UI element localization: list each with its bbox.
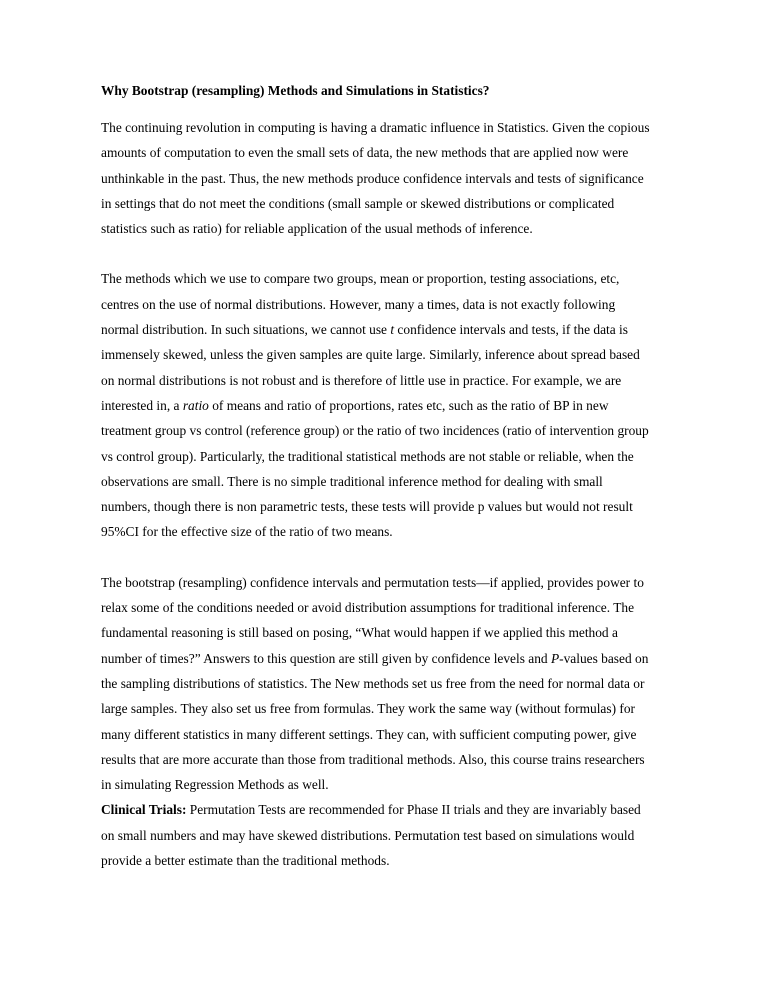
paragraph2-line: on normal distributions is not robust and is therefore of little use in practice. For example, we are — [101, 372, 622, 388]
paragraph3-line: the sampling distributions of statistics. The New methods set us free from the need for normal data or — [101, 675, 645, 691]
paragraph2-line: observations are small. There is no simple traditional inference method for dealing with small — [101, 473, 603, 489]
paragraph-normal-distributions — [101, 266, 681, 544]
paragraph2-line: treatment group vs control (reference group) or the ratio of two incidences (ratio of intervention group — [101, 423, 649, 439]
paragraph1-line: in settings that do not meet the conditions (small sample or skewed distributions or complicated — [101, 195, 615, 211]
clinical-line1-text: Permutation Tests are recommended for Phase II trials and they are invariably based — [186, 802, 641, 818]
paragraph3-line: results that are more accurate than those from traditional methods. Also, this course trains researchers — [101, 751, 645, 767]
paragraph1-line: statistics such as ratio) for reliable application of the usual methods of inference. — [101, 221, 533, 237]
paragraph3-line: fundamental reasoning is still based on posing, “What would happen if we applied this method a — [101, 625, 618, 641]
paragraph2-line — [101, 317, 681, 342]
paragraph2-line: centres on the use of normal distributions. However, many a times, data is not exactly following — [101, 296, 616, 312]
paragraph1-line: unthinkable in the past. Thus, the new methods produce confidence intervals and tests of significance — [101, 170, 644, 186]
paragraph3-line: relax some of the conditions needed or avoid distribution assumptions for traditional inference. The — [101, 600, 635, 616]
paragraph1-line: The continuing revolution in computing is having a dramatic influence in Statistics. Given the copious — [101, 120, 650, 135]
paragraph3-line4-pre: number of times?” Answers to this question are still given by confidence levels and — [101, 650, 551, 666]
paragraph3-line: The bootstrap (resampling) confidence intervals and permutation tests—if applied, provides power to — [101, 574, 644, 590]
paragraph2-line6-pre: interested in, a — [101, 397, 183, 413]
paragraph2-line: immensely skewed, unless the given samples are quite large. Similarly, inference about spread based — [101, 347, 640, 363]
paragraph2-line6-post: of means and ratio of proportions, rates etc, such as the ratio of BP in new — [208, 397, 609, 413]
paragraph2-line — [101, 393, 681, 418]
clinical-line: on small numbers and may have skewed distributions. Permutation test based on simulations would — [101, 827, 635, 843]
paragraph-computing-revolution — [101, 115, 681, 241]
paragraph3-line: many different statistics in many different settings. They can, with sufficient computing power, give — [101, 726, 637, 742]
clinical-line — [101, 797, 681, 822]
ratio-term: ratio — [182, 397, 209, 413]
p-symbol: P — [550, 650, 560, 666]
paragraph2-line3-post: confidence intervals and tests, if the data is — [394, 322, 628, 338]
clinical-trials-label: Clinical Trials: — [101, 802, 187, 818]
paragraph2-line: vs control group). Particularly, the traditional statistical methods are not stable or reliable, when the — [101, 448, 634, 464]
paragraph-bootstrap — [101, 570, 681, 798]
paragraph3-line: large samples. They also set us free from formulas. They work the same way (without formulas) for — [101, 701, 635, 717]
paragraph3-line: in simulating Regression Methods as well. — [101, 777, 329, 793]
paragraph1-line: amounts of computation to even the small sets of data, the new methods that are applied now were — [101, 145, 629, 161]
paragraph3-line4-post: -values based on — [559, 650, 649, 666]
document-page — [101, 78, 681, 873]
clinical-line: provide a better estimate than the traditional methods. — [101, 853, 390, 869]
document-title: Why Bootstrap (resampling) Methods and Simulations in Statistics? — [101, 83, 490, 98]
t-symbol: t — [390, 322, 395, 338]
paragraph2-line: The methods which we use to compare two groups, mean or proportion, testing associations, etc, — [101, 271, 620, 287]
paragraph2-line: numbers, though there is non parametric tests, these tests will provide p values but would not result — [101, 499, 633, 515]
paragraph-clinical-trials — [101, 797, 681, 873]
paragraph2-line: 95%CI for the effective size of the ratio of two means. — [101, 524, 393, 540]
paragraph2-line3-pre: normal distribution. In such situations, we cannot use — [101, 322, 391, 338]
paragraph3-line — [101, 646, 681, 671]
